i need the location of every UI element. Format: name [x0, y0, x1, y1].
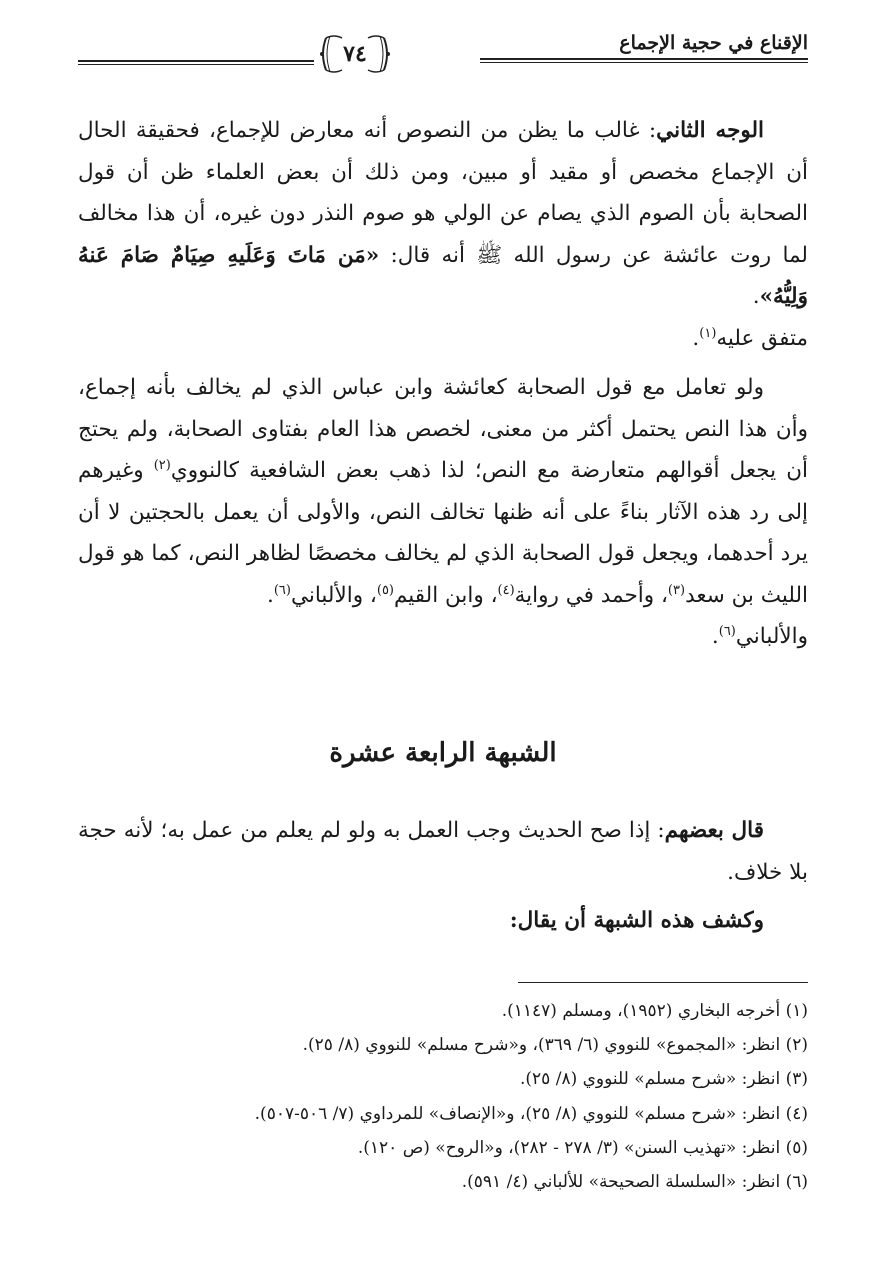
- footnote-ref-1[interactable]: (١): [699, 325, 717, 341]
- footnote-separator: [518, 982, 808, 983]
- footnote-1: (١) أخرجه البخاري (١٩٥٢)، ومسلم (١١٤٧).: [501, 1001, 808, 1021]
- page-number: ٧٤: [343, 41, 367, 67]
- paragraph-2-part-6: .: [266, 582, 274, 608]
- paragraph-1-lead: الوجه الثاني: [656, 118, 764, 143]
- paragraph-2-repeat: والألباني: [735, 624, 808, 649]
- paragraph-2-part-5: ، والألباني: [290, 582, 377, 608]
- paragraph-4: وكشف هذه الشبهة أن يقال:: [509, 908, 764, 933]
- paragraph-2-part-1: ولو تعامل مع قول الصحابة كعائشة وابن عباس الذي لم يخالف بأنه إجماع، وأن هذا النص يحتمل أكثر من معنى، لخصص هذا العام بفتاوى الصحابة، ولم يحتج أن يجعل أقوالهم متعارضة مع النص؛ لذا ذهب بعض الشافعية كالنووي: [78, 375, 808, 483]
- paragraph-1-end: متفق عليه: [716, 325, 808, 351]
- footnote-ref-6-repeat[interactable]: (٦): [718, 623, 736, 639]
- footnote-ref-4[interactable]: (٤): [497, 582, 515, 598]
- paragraph-2-part-4: ، وابن القيم: [394, 582, 498, 608]
- footnote-6: (٦) انظر: «السلسلة الصحيحة» للألباني (٤/ ٥٩١).: [461, 1172, 808, 1193]
- paragraph-3-text: : إذا صح الحديث وجب العمل به ولو لم يعلم من عمل به؛ لأنه حجة بلا خلاف.: [78, 818, 808, 885]
- footnote-ref-3[interactable]: (٣): [667, 582, 686, 598]
- footnotes: [78, 994, 808, 1199]
- main-text: [78, 110, 808, 658]
- footnote-ref-6[interactable]: (٦): [273, 582, 291, 598]
- section-heading: الشبهة الرابعة عشرة: [329, 738, 557, 768]
- paragraph-2-part-3: ، وأحمد في رواية: [514, 582, 668, 608]
- footnote-4: (٤) انظر: «شرح مسلم» للنووي (٨/ ٢٥)، و«الإنصاف» للمرداوي (٧/ ٥٠٦-٥٠٧).: [254, 1103, 808, 1124]
- running-title: الإقناع في حجية الإجماع: [619, 32, 808, 54]
- page-number-ornament: [316, 32, 394, 76]
- paragraph-1-after: .: [752, 284, 760, 309]
- header-rule-right: [480, 58, 808, 63]
- paragraph-3-lead: قال بعضهم: [664, 818, 765, 843]
- footnote-3: (٣) انظر: «شرح مسلم» للنووي (٨/ ٢٥).: [519, 1069, 808, 1090]
- footnote-5: (٥) انظر: «تهذيب السنن» (٣/ ٢٧٨ - ٢٨٢)، و«الروح» (ص ١٢٠).: [357, 1137, 808, 1158]
- paragraph-2-repeat-end: .: [711, 624, 719, 649]
- section-text: [78, 810, 808, 942]
- paragraph-3: [78, 810, 808, 894]
- footnote-ref-2[interactable]: (٢): [153, 457, 171, 473]
- page-header: [78, 24, 808, 74]
- header-rule-left: [78, 60, 314, 65]
- footnote-2: (٢) انظر: «المجموع» للنووي (٦/ ٣٦٩)، و«شرح مسلم» للنووي (٨/ ٢٥).: [302, 1035, 808, 1056]
- hadith-quote: «مَن مَاتَ وَعَلَيهِ صِيَامٌ صَامَ عَنهُ وَلِيُّهُ»: [78, 242, 808, 309]
- paragraph-2: [78, 367, 808, 658]
- paragraph-1: الوجه الثاني: غالب ما يظن من النصوص أنه معارض للإجماع، فحقيقة الحال أن الإجماع مخصص أو مقيد أو مبين، ومن ذلك أن بعض العلماء ظن أن قول الصحابة بأن الصوم الذي يصام عن الولي هو صوم النذر دون غيره، أن هذا مخالف لما روت عائشة عن رسول الله ﷺ أنه قال: «مَن مَاتَ وَعَلَيهِ صِيَامٌ صَامَ عَنهُ وَلِيُّهُ». متفق عليه$^{(١)}$.: [78, 118, 808, 351]
- paragraph-1-text: : غالب ما يظن من النصوص أنه معارض للإجماع، فحقيقة الحال أن الإجماع مخصص أو مقيد أو مبين، ومن ذلك أن بعض العلماء ظن أن قول الصحابة بأن الصوم الذي يصام عن الولي هو صوم النذر دون غيره، أن هذا مخالف لما روت عائشة عن رسول الله ﷺ أنه قال:: [78, 118, 808, 268]
- footnote-ref-5[interactable]: (٥): [376, 582, 394, 598]
- paragraph-2-part-2: وغيرهم إلى رد هذه الآثار بناءً على أنه ظنها تخالف النص، والأولى أن يعمل بالحجتين لا أن يرد أحدهما، ويجعل قول الصحابة الذي لم يخالف مخصصًا لظاهر النص، كما هو قول الليث بن سعد: [78, 458, 808, 608]
